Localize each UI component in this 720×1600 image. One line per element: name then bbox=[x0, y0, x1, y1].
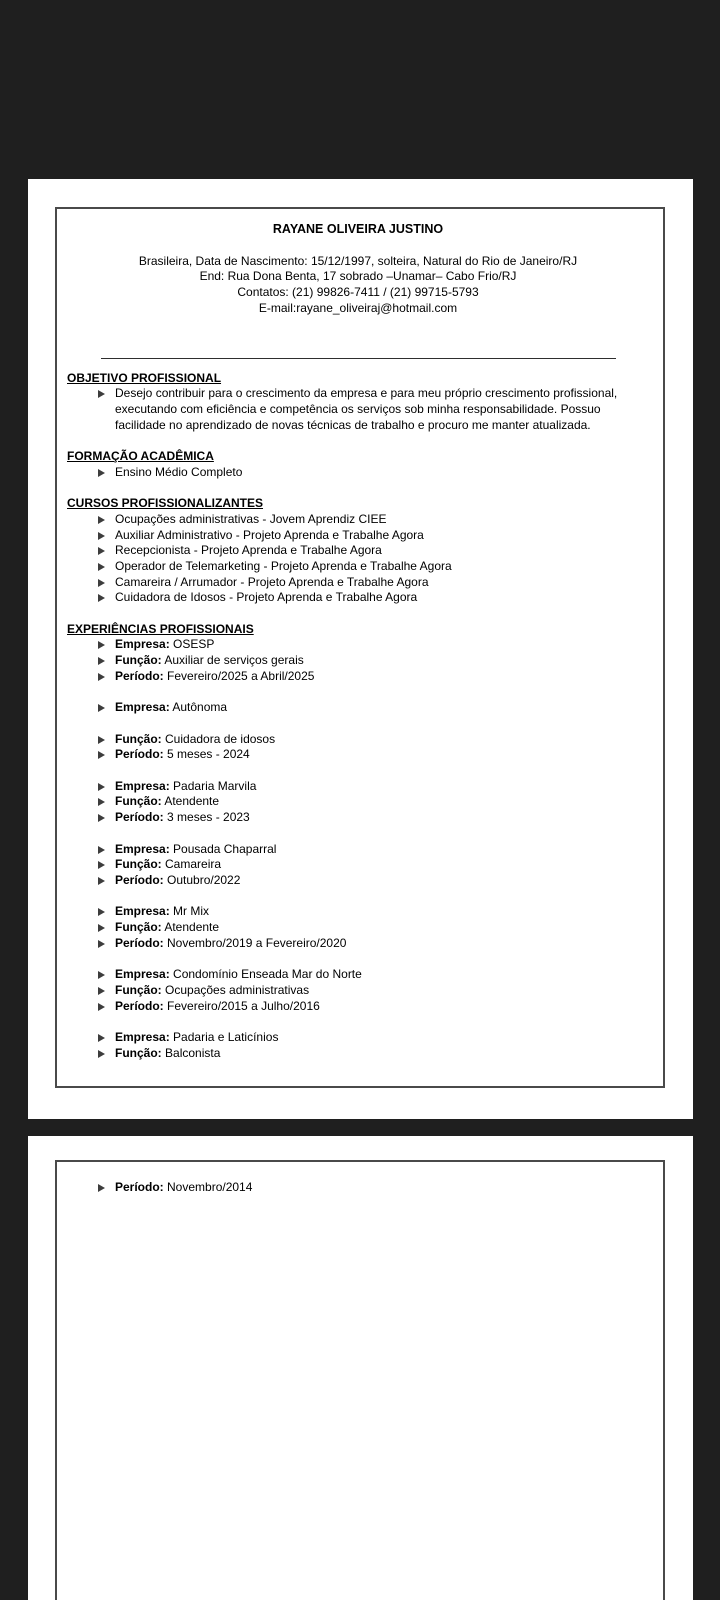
experience-row bbox=[67, 810, 649, 826]
arrow-bullet-icon bbox=[98, 657, 105, 665]
curso-item bbox=[67, 543, 649, 559]
contact-line: End: Rua Dona Benta, 17 sobrado –Unamar– Cabo Frio/RJ bbox=[199, 269, 517, 284]
field-value: Outubro/2022 bbox=[167, 872, 241, 887]
curso-item-text: Operador de Telemarketing - Projeto Aprenda e Trabalhe Agora bbox=[115, 558, 452, 573]
arrow-bullet-icon bbox=[98, 1034, 105, 1042]
field-label: Empresa: bbox=[115, 778, 170, 793]
arrow-bullet-icon bbox=[98, 814, 105, 822]
field-label: Empresa: bbox=[115, 967, 170, 982]
field-label: Função: bbox=[115, 1045, 162, 1060]
section-cursos bbox=[67, 496, 649, 606]
experience-row bbox=[67, 1046, 649, 1062]
field-value: Mr Mix bbox=[173, 904, 210, 919]
arrow-bullet-icon bbox=[98, 987, 105, 995]
arrow-bullet-icon bbox=[98, 1050, 105, 1058]
field-value: Fevereiro/2015 a Julho/2016 bbox=[167, 998, 320, 1013]
arrow-bullet-icon bbox=[98, 390, 105, 398]
arrow-bullet-icon bbox=[98, 908, 105, 916]
field-label: Empresa: bbox=[115, 637, 170, 652]
document-page-2[interactable] bbox=[28, 1136, 693, 1600]
experience-group bbox=[67, 842, 649, 889]
experience-row bbox=[67, 857, 649, 873]
experience-group bbox=[67, 700, 649, 716]
arrow-bullet-icon bbox=[98, 751, 105, 759]
arrow-bullet-icon bbox=[98, 594, 105, 602]
experience-group bbox=[67, 637, 649, 684]
field-label: Função: bbox=[115, 920, 162, 934]
curso-item bbox=[67, 575, 649, 591]
field-label: Período: bbox=[115, 1180, 164, 1194]
experience-group bbox=[67, 1030, 649, 1061]
contact-line: Contatos: (21) 99826-7411 / (21) 99715-5793 bbox=[237, 285, 479, 300]
section-heading-cursos: CURSOS PROFISSIONALIZANTES bbox=[67, 496, 264, 511]
experience-row bbox=[67, 1180, 649, 1196]
field-value: Padaria e Laticínios bbox=[173, 1029, 279, 1044]
field-label: Período: bbox=[115, 747, 164, 762]
arrow-bullet-icon bbox=[98, 704, 105, 712]
field-value: Fevereiro/2025 a Abril/2025 bbox=[167, 668, 315, 683]
experience-row bbox=[67, 637, 649, 653]
objetivo-text: Desejo contribuir para o crescimento da empresa e para meu próprio crescimento profissional, executando com eficiência e competência os serviços sob minha responsabilidade. Possuo facilidade no aprendizado de novas técnicas de trabalho e procuro me manter atualizada. bbox=[115, 386, 618, 432]
experience-row bbox=[67, 936, 649, 952]
section-formacao bbox=[67, 449, 649, 480]
formacao-item bbox=[67, 465, 649, 481]
experience-row bbox=[67, 920, 649, 936]
field-value: Pousada Chaparral bbox=[173, 841, 277, 856]
arrow-bullet-icon bbox=[98, 877, 105, 885]
arrow-bullet-icon bbox=[98, 861, 105, 869]
arrow-bullet-icon bbox=[98, 971, 105, 979]
section-heading-experiencias: EXPERIÊNCIAS PROFISSIONAIS bbox=[67, 621, 254, 636]
field-value: OSESP bbox=[173, 637, 215, 652]
field-label: Função: bbox=[115, 857, 162, 872]
experience-row bbox=[67, 842, 649, 858]
field-label: Período: bbox=[115, 872, 164, 887]
section-experiencias bbox=[67, 622, 649, 1062]
experience-row bbox=[67, 669, 649, 685]
experience-row bbox=[67, 653, 649, 669]
field-label: Período: bbox=[115, 668, 164, 683]
field-value: Atendente bbox=[164, 794, 220, 809]
resume-name: RAYANE OLIVEIRA JUSTINO bbox=[272, 222, 444, 236]
arrow-bullet-icon bbox=[98, 563, 105, 571]
field-value: Novembro/2019 a Fevereiro/2020 bbox=[167, 935, 347, 950]
field-value: Cuidadora de idosos bbox=[165, 731, 276, 746]
experience-group bbox=[67, 779, 649, 826]
field-label: Empresa: bbox=[115, 841, 170, 856]
curso-item bbox=[67, 590, 649, 606]
header-separator-line bbox=[101, 358, 616, 359]
experience-group bbox=[67, 904, 649, 951]
experience-row bbox=[67, 983, 649, 999]
field-value: 5 meses - 2024 bbox=[167, 747, 250, 762]
arrow-bullet-icon bbox=[98, 846, 105, 854]
field-label: Função: bbox=[115, 731, 162, 746]
field-value: Padaria Marvila bbox=[173, 778, 257, 793]
experience-row bbox=[67, 794, 649, 810]
arrow-bullet-icon bbox=[98, 1003, 105, 1011]
arrow-bullet-icon bbox=[98, 579, 105, 587]
arrow-bullet-icon bbox=[98, 1184, 105, 1192]
experience-row bbox=[67, 873, 649, 889]
field-value: Novembro/2014 bbox=[167, 1180, 253, 1194]
arrow-bullet-icon bbox=[98, 516, 105, 524]
field-value: Ocupações administrativas bbox=[165, 982, 310, 997]
field-label: Função: bbox=[115, 653, 162, 668]
field-value: Camareira bbox=[165, 857, 222, 872]
arrow-bullet-icon bbox=[98, 736, 105, 744]
field-label: Período: bbox=[115, 810, 164, 825]
arrow-bullet-icon bbox=[98, 547, 105, 555]
curso-item-text: Ocupações administrativas - Jovem Aprendiz CIEE bbox=[115, 511, 387, 526]
field-label: Empresa: bbox=[115, 700, 170, 715]
contact-line: E-mail:rayane_oliveiraj@hotmail.com bbox=[258, 300, 458, 315]
arrow-bullet-icon bbox=[98, 940, 105, 948]
arrow-bullet-icon bbox=[98, 469, 105, 477]
experience-group bbox=[67, 967, 649, 1014]
experience-row bbox=[67, 747, 649, 763]
field-value: Auxiliar de serviços gerais bbox=[164, 653, 304, 668]
experience-row bbox=[67, 700, 649, 716]
field-label: Função: bbox=[115, 982, 162, 997]
field-label: Função: bbox=[115, 794, 162, 809]
document-page-1[interactable] bbox=[28, 179, 693, 1119]
curso-item-text: Auxiliar Administrativo - Projeto Aprenda e Trabalhe Agora bbox=[115, 527, 424, 542]
experience-row bbox=[67, 999, 649, 1015]
field-value: Condomínio Enseada Mar do Norte bbox=[173, 967, 362, 982]
resume-border-frame bbox=[55, 1160, 665, 1600]
arrow-bullet-icon bbox=[98, 924, 105, 932]
experience-row bbox=[67, 779, 649, 795]
curso-item-text: Cuidadora de Idosos - Projeto Aprenda e Trabalhe Agora bbox=[115, 590, 418, 605]
field-value: 3 meses - 2023 bbox=[167, 810, 250, 825]
arrow-bullet-icon bbox=[98, 783, 105, 791]
experience-row bbox=[67, 1030, 649, 1046]
field-label: Empresa: bbox=[115, 1029, 170, 1044]
field-label: Período: bbox=[115, 998, 164, 1013]
section-heading-formacao: FORMAÇÃO ACADÊMICA bbox=[67, 449, 214, 464]
objetivo-paragraph-row bbox=[67, 386, 649, 433]
resume-border-frame bbox=[55, 207, 665, 1088]
field-value: Balconista bbox=[165, 1045, 221, 1060]
curso-item-text: Recepcionista - Projeto Aprenda e Trabalhe Agora bbox=[115, 543, 382, 558]
section-heading-objetivo: OBJETIVO PROFISSIONAL bbox=[67, 370, 222, 385]
experience-group bbox=[67, 732, 649, 763]
field-value: Autônoma bbox=[172, 700, 228, 715]
formacao-item-text: Ensino Médio Completo bbox=[115, 464, 243, 479]
arrow-bullet-icon bbox=[98, 673, 105, 681]
field-label: Empresa: bbox=[115, 904, 170, 919]
curso-item bbox=[67, 559, 649, 575]
curso-item bbox=[67, 512, 649, 528]
field-label: Período: bbox=[115, 935, 164, 950]
section-objetivo bbox=[67, 371, 649, 434]
experience-row bbox=[67, 904, 649, 920]
arrow-bullet-icon bbox=[98, 798, 105, 806]
contact-line: Brasileira, Data de Nascimento: 15/12/1997, solteira, Natural do Rio de Janeiro/RJ bbox=[138, 253, 578, 268]
curso-item-text: Camareira / Arrumador - Projeto Aprenda e Trabalhe Agora bbox=[115, 574, 429, 589]
field-value: Atendente bbox=[164, 920, 220, 934]
arrow-bullet-icon bbox=[98, 641, 105, 649]
curso-item bbox=[67, 528, 649, 544]
arrow-bullet-icon bbox=[98, 532, 105, 540]
experience-row bbox=[67, 967, 649, 983]
experience-row bbox=[67, 732, 649, 748]
